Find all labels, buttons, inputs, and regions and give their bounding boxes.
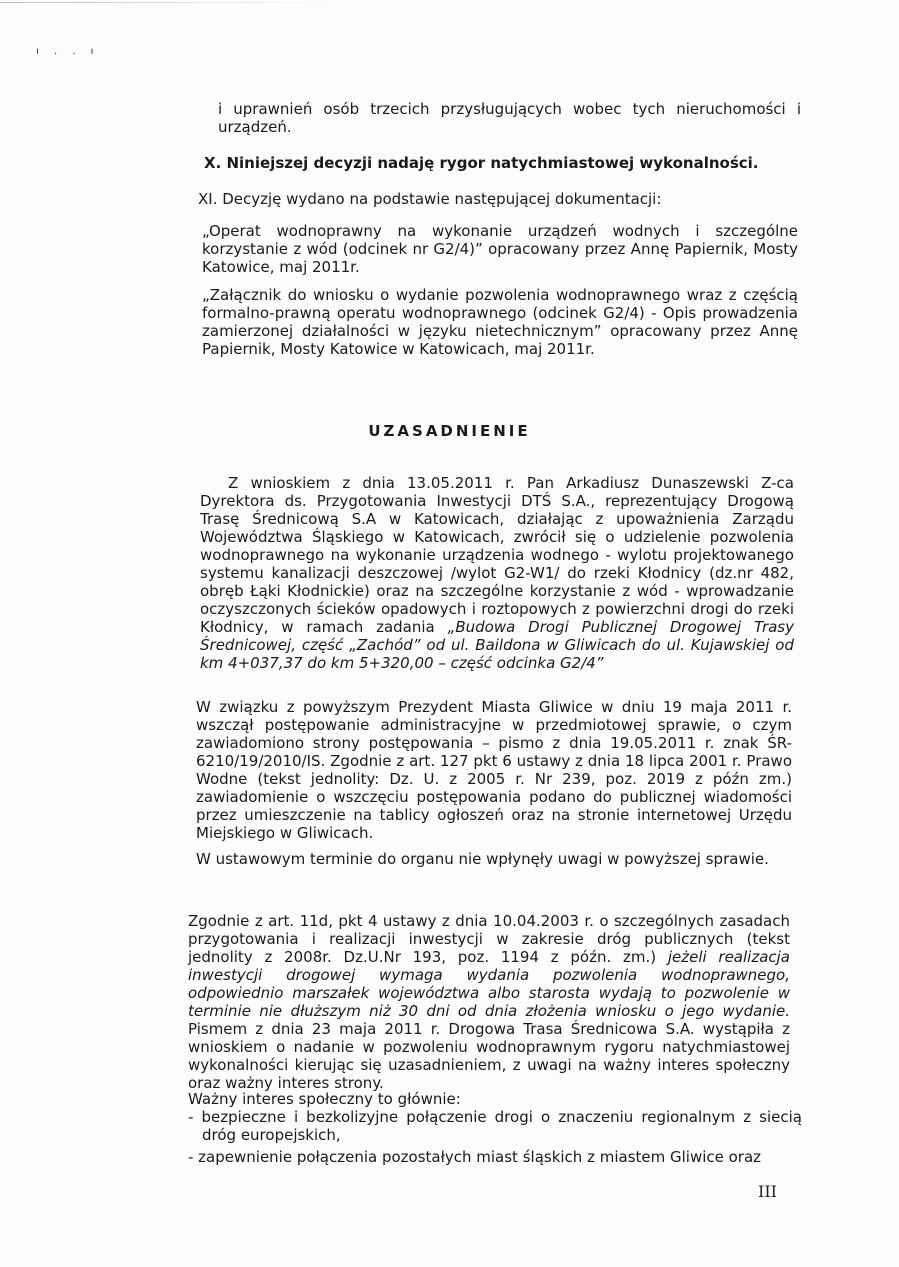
legal-quote: jeżeli realizacja inwestycji drogowej wymaga wydania pozwolenia wodnoprawnego, odpowiednio marszałek województwa albo starosta wydają to pozwolenie w terminie nie dłuższym niż 30 dni od dnia złożenia wniosku o jego wydanie.: [188, 948, 791, 1020]
bullet-item-2: - zapewnienie połączenia pozostałych miast śląskich z miastem Gliwice oraz: [188, 1148, 762, 1166]
paragraph-3-text: Zgodnie z art. 11d, pkt 4 ustawy z dnia 10.04.2003 r. o szczególnych zasadach przygotowania i realizacji inwestycji w zakresie dróg publicznych (tekst jednolity z 2008r. Dz.U.Nr 193, poz. 1194 z późn. zm.): [188, 912, 790, 966]
page-number: III: [758, 1182, 777, 1201]
justification-paragraph-2: W związku z powyższym Prezydent Miasta Gliwice w dniu 19 maja 2011 r. wszczął postępowanie administracyjne w przedmiotowej sprawie, o czym zawiadomiono strony postępowania – pismo z dnia 19.05.2011 r. znak ŚR-6210/19/2010/IS. Zgodnie z art. 127 pkt 6 ustawy z dnia 18 lipca 2001 r. Prawo Wodne (tekst jednolity: Dz. U. z 2005 r. Nr 239, poz. 2019 z późn zm.) zawiadomienie o wszczęciu postępowania podano do publicznej wiadomości przez umieszczenie na tablicy ogłoszeń oraz na stronie internetowej Urzędu Miejskiego w Gliwicach.: [196, 698, 792, 842]
public-interest-intro: Ważny interes społeczny to głównie:: [188, 1090, 461, 1108]
paragraph-1-text: Z wnioskiem z dnia 13.05.2011 r. Pan Arkadiusz Dunaszewski Z-ca Dyrektora ds. Przygotowania Inwestycji DTŚ S.A., reprezentujący Drogową Trasę Średnicową S.A w Katowicach, działając z upoważnienia Zarządu Województwa Śląskiego w Katowicach, zwrócił się o udzielenie pozwolenia wodnoprawnego na wykonanie urządzenia wodnego - wylotu projektowanego systemu kanalizacji deszczowej /wylot G2-W1/ do rzeki Kłodnicy (dz.nr 482, obręb Łąki Kłodnickie) oraz na szczególne korzystanie z wód - wprowadzanie oczyszczonych ścieków opadowych i roztopowych z powierzchni drogi do rzeki Kłodnicy, w ramach zadania: [200, 474, 794, 636]
document-item-1: „Operat wodnoprawny na wykonanie urządzeń wodnych i szczególne korzystanie z wód (odcinek nr G2/4)” opracowany przez Annę Papiernik, Mosty Katowice, maj 2011r.: [202, 222, 798, 276]
justification-paragraph-3: [188, 912, 790, 1092]
justification-paragraph-2-last: W ustawowym terminie do organu nie wpłynęły uwagi w powyższej sprawie.: [196, 850, 769, 868]
document-item-2: „Załącznik do wniosku o wydanie pozwolenia wodnoprawnego wraz z częścią formalno-prawną operatu wodnoprawnego (odcinek G2/4) - Opis prowadzenia zamierzonej działalności w języku nietechnicznym” opracowany przez Annę Papiernik, Mosty Katowice w Katowicach, maj 2011r.: [202, 286, 798, 358]
scan-corner-marks: ı . . ı: [36, 46, 100, 57]
section-x-heading: X. Niniejszej decyzji nadaję rygor natychmiastowej wykonalności.: [204, 154, 759, 172]
justification-heading: UZASADNIENIE: [368, 422, 531, 440]
intro-continuation: i uprawnień osób trzecich przysługujących wobec tych nieruchomości i urządzeń.: [218, 100, 801, 136]
project-name: „Budowa Drogi Publicznej Drogowej Trasy Średnicowej, część „Zachód” od ul. Baildona w Gliwicach do ul. Kujawskiej od km 4+037,37 do km 5+320,00 – część odcinka G2/4”: [200, 618, 794, 672]
bullet-item-1: - bezpieczne i bezkolizyjne połączenie drogi o znaczeniu regionalnym z siecią dróg europejskich,: [188, 1108, 802, 1144]
scan-edge-line: [0, 2, 340, 3]
justification-paragraph-1: [200, 474, 794, 672]
paragraph-3-rest: Pismem z dnia 23 maja 2011 r. Drogowa Trasa Średnicowa S.A. wystąpiła z wnioskiem o nadanie w pozwoleniu wodnoprawnym rygoru natychmiastowej wykonalności kierując się uzasadnieniem, z uwagi na ważny interes społeczny oraz ważny interes strony.: [188, 1020, 790, 1092]
section-xi-heading: XI. Decyzję wydano na podstawie następującej dokumentacji:: [198, 190, 662, 208]
